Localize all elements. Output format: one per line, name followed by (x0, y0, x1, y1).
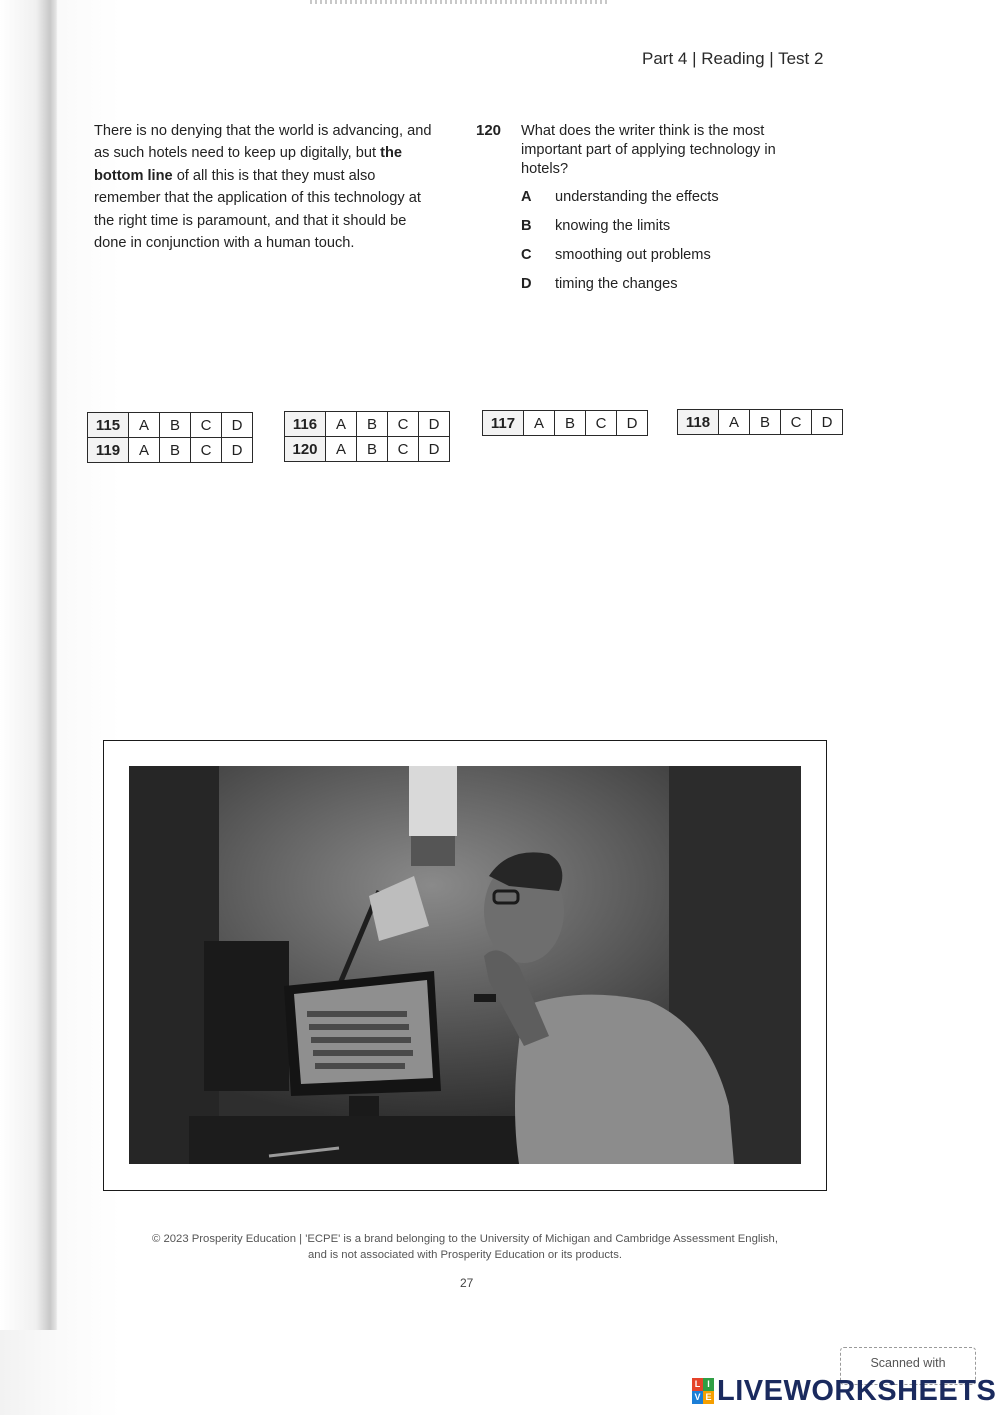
photo-second-monitor (204, 941, 289, 1091)
photo-poster (409, 766, 457, 836)
answer-cell-a[interactable]: A (326, 412, 357, 437)
option-text: knowing the limits (555, 218, 671, 234)
answer-grid-118 (677, 409, 843, 435)
item-number: 117 (483, 411, 524, 436)
option-text: timing the changes (555, 276, 678, 292)
answer-cell-a[interactable]: A (129, 413, 160, 438)
answer-cell-c[interactable]: C (191, 413, 222, 438)
option-text: understanding the effects (555, 189, 719, 205)
passage-text-1: There is no denying that the world is advancing, and as such hotels need to keep up digitally, but (94, 123, 432, 162)
answer-cell-c[interactable]: C (191, 438, 222, 463)
answer-cell-d[interactable]: D (419, 412, 450, 437)
answer-row (88, 438, 253, 463)
answer-row (88, 413, 253, 438)
option-text: smoothing out problems (555, 247, 711, 263)
item-number: 120 (285, 437, 326, 462)
scan-artifact (310, 0, 610, 4)
copyright-footer (90, 1232, 840, 1263)
option-letter: D (521, 276, 532, 292)
answer-cell-d[interactable]: D (222, 413, 253, 438)
answer-cell-a[interactable]: A (524, 411, 555, 436)
footer-line-1: © 2023 Prosperity Education | 'ECPE' is a brand belonging to the University of Michigan and Cambridge Assessment English, (152, 1233, 778, 1245)
option-letter: A (521, 189, 532, 205)
answer-cell-a[interactable]: A (129, 438, 160, 463)
photo-man-at-computer (129, 766, 801, 1164)
answer-cell-b[interactable]: B (555, 411, 586, 436)
option-b (521, 218, 670, 234)
passage-text-2: of all this is that they must also remember that the application of this technology at the right time is paramount, and that it should be done in conjunction with a human touch. (94, 167, 421, 252)
answer-row (285, 437, 450, 462)
answer-row (678, 410, 843, 435)
book-spine-shadow (0, 0, 58, 1330)
photo-frame (103, 740, 827, 1191)
answer-cell-b[interactable]: B (357, 412, 388, 437)
answer-cell-b[interactable]: B (160, 438, 191, 463)
answer-cell-a[interactable]: A (326, 437, 357, 462)
answer-cell-d[interactable]: D (419, 437, 450, 462)
answer-cell-a[interactable]: A (719, 410, 750, 435)
question-number: 120 (476, 122, 502, 139)
answer-row (483, 411, 648, 436)
option-c (521, 247, 711, 263)
answer-cell-d[interactable]: D (812, 410, 843, 435)
reading-passage (94, 120, 434, 254)
option-a (521, 189, 719, 205)
option-letter: C (521, 247, 532, 263)
answer-cell-c[interactable]: C (388, 412, 419, 437)
footer-line-2: and is not associated with Prosperity Education or its products. (308, 1248, 622, 1261)
photo-person-watch (474, 994, 496, 1002)
answer-cell-c[interactable]: C (781, 410, 812, 435)
liveworksheets-watermark[interactable] (692, 1373, 996, 1409)
liveworksheets-logo-icon: L I V E (692, 1378, 714, 1404)
item-number: 115 (88, 413, 129, 438)
page-number: 27 (460, 1276, 474, 1290)
answer-grid-116-120 (284, 411, 450, 462)
answer-cell-c[interactable]: C (586, 411, 617, 436)
passage-bold-phrase: the bottom line (94, 145, 403, 184)
answer-cell-b[interactable]: B (160, 413, 191, 438)
answer-cell-d[interactable]: D (617, 411, 648, 436)
scanned-with-text: Scanned with (870, 1356, 946, 1370)
option-d (521, 276, 678, 292)
item-number: 119 (88, 438, 129, 463)
question-text: What does the writer think is the most important part of applying technology in hotels? (521, 123, 776, 177)
answer-grid-115-119 (87, 412, 253, 463)
answer-cell-b[interactable]: B (357, 437, 388, 462)
item-number: 116 (285, 412, 326, 437)
photo-poster-bottom (411, 836, 455, 866)
item-number: 118 (678, 410, 719, 435)
running-head: Part 4 | Reading | Test 2 (642, 49, 824, 68)
option-letter: B (521, 218, 532, 234)
answer-cell-d[interactable]: D (222, 438, 253, 463)
liveworksheets-brand: LIVEWORKSHEETS (717, 1374, 997, 1407)
answer-cell-c[interactable]: C (388, 437, 419, 462)
answer-cell-b[interactable]: B (750, 410, 781, 435)
answer-grid-117 (482, 410, 648, 436)
answer-row (285, 412, 450, 437)
